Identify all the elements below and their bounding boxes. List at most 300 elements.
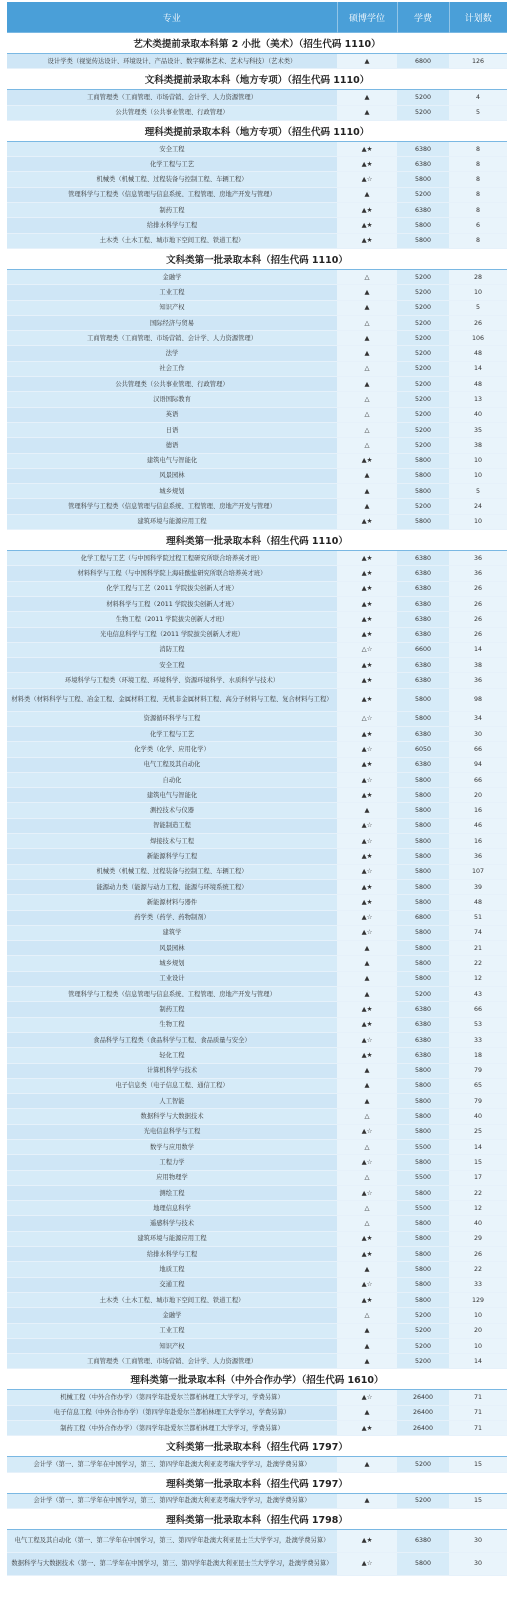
fee-cell: 5200	[397, 105, 449, 120]
major-cell: 地质工程	[7, 1262, 337, 1277]
table-row	[7, 233, 507, 248]
plan-cell: 40	[449, 407, 507, 422]
fee-cell: 5800	[397, 172, 449, 187]
degree-cell: ▲	[337, 1063, 397, 1078]
major-cell: 电气工程及其自动化（第一、第二学年在中国学习，第三、第四学年赴澳大利亚昆士兰大学学习，赴澳学费另算）	[7, 1529, 337, 1552]
fee-cell: 5200	[397, 422, 449, 437]
degree-cell: ▲☆	[337, 834, 397, 849]
degree-cell: ▲★	[337, 157, 397, 172]
table-row	[7, 514, 507, 529]
plan-cell: 51	[449, 910, 507, 925]
fee-cell: 6380	[397, 566, 449, 581]
degree-cell: ▲	[337, 300, 397, 315]
fee-cell: 5800	[397, 772, 449, 787]
major-cell: 食品科学与工程类（食品科学与工程、食品质量与安全）	[7, 1032, 337, 1047]
table-row	[7, 566, 507, 581]
fee-cell: 5800	[397, 1277, 449, 1292]
fee-cell: 5800	[397, 1262, 449, 1277]
table-row	[7, 1262, 507, 1277]
major-cell: 给排水科学与工程	[7, 218, 337, 233]
fee-cell: 5800	[397, 711, 449, 726]
degree-cell: ▲☆	[337, 1155, 397, 1170]
major-cell: 遥感科学与技术	[7, 1216, 337, 1231]
plan-cell: 26	[449, 627, 507, 642]
table-row	[7, 971, 507, 986]
major-cell: 知识产权	[7, 300, 337, 315]
plan-cell: 30	[449, 1529, 507, 1552]
fee-cell: 5800	[397, 1124, 449, 1139]
table-row	[7, 1529, 507, 1552]
admission-plan-table	[7, 2, 507, 1576]
section-header	[7, 1436, 507, 1457]
degree-cell: ▲★	[337, 1002, 397, 1017]
plan-cell: 10	[449, 1308, 507, 1323]
fee-cell: 5500	[397, 1140, 449, 1155]
major-cell: 建筑环境与能源应用工程	[7, 1231, 337, 1246]
section-header	[7, 248, 507, 269]
degree-cell: ▲	[337, 956, 397, 971]
degree-cell: ▲★	[337, 1529, 397, 1552]
degree-cell: ▲★	[337, 627, 397, 642]
plan-cell: 40	[449, 1109, 507, 1124]
plan-cell: 17	[449, 1170, 507, 1185]
table-row	[7, 849, 507, 864]
fee-cell: 6380	[397, 203, 449, 218]
degree-cell: ▲☆	[337, 1277, 397, 1292]
plan-cell: 26	[449, 315, 507, 330]
table-row	[7, 218, 507, 233]
degree-cell: ▲★	[337, 218, 397, 233]
table-row	[7, 956, 507, 971]
table-row	[7, 726, 507, 741]
table-row	[7, 1140, 507, 1155]
plan-cell: 107	[449, 864, 507, 879]
plan-cell: 10	[449, 468, 507, 483]
fee-cell: 5200	[397, 187, 449, 202]
plan-cell: 40	[449, 1216, 507, 1231]
table-row	[7, 157, 507, 172]
table-row	[7, 1421, 507, 1436]
table-row	[7, 90, 507, 105]
degree-cell: ▲★	[337, 879, 397, 894]
fee-cell: 5800	[397, 1094, 449, 1109]
degree-cell: △	[337, 361, 397, 376]
major-cell: 工业设计	[7, 971, 337, 986]
major-cell: 数据科学与大数据技术（第一、第二学年在中国学习，第三、第四学年赴澳大利亚昆士兰大学学习，赴澳学费另算）	[7, 1552, 337, 1575]
table-row	[7, 1292, 507, 1307]
major-cell: 会计学（第一、第二学年在中国学习，第三、第四学年赴澳大利亚麦考瑞大学学习，赴澳学费另算）	[7, 1457, 337, 1472]
table-row	[7, 1078, 507, 1093]
plan-cell: 8	[449, 187, 507, 202]
fee-cell: 26400	[397, 1421, 449, 1436]
degree-cell: ▲	[337, 987, 397, 1002]
degree-cell: ▲★	[337, 757, 397, 772]
section-title: 理科类提前录取本科（地方专项）（招生代码 1110）	[7, 120, 507, 141]
fee-cell: 5800	[397, 1247, 449, 1262]
plan-cell: 12	[449, 971, 507, 986]
major-cell: 环境科学与工程类（环境工程、环境科学、资源环境科学、水质科学与技术）	[7, 673, 337, 688]
header-degree: 硕博学位	[337, 2, 397, 33]
plan-cell: 71	[449, 1421, 507, 1436]
degree-cell: ▲	[337, 1493, 397, 1508]
table-row	[7, 1493, 507, 1508]
plan-cell: 66	[449, 742, 507, 757]
fee-cell: 5800	[397, 688, 449, 711]
header-major: 专业	[7, 2, 337, 33]
table-row	[7, 1002, 507, 1017]
fee-cell: 6380	[397, 757, 449, 772]
plan-cell: 33	[449, 1032, 507, 1047]
major-cell: 德语	[7, 438, 337, 453]
degree-cell: ▲	[337, 1094, 397, 1109]
section-title: 理科类第一批录取本科（招生代码 1110）	[7, 530, 507, 551]
table-row	[7, 54, 507, 69]
fee-cell: 6380	[397, 1002, 449, 1017]
degree-cell: ▲★	[337, 849, 397, 864]
degree-cell: △	[337, 392, 397, 407]
table-row	[7, 1338, 507, 1353]
plan-cell: 48	[449, 346, 507, 361]
degree-cell: ▲★	[337, 1017, 397, 1032]
degree-cell: ▲	[337, 1323, 397, 1338]
plan-cell: 39	[449, 879, 507, 894]
table-body	[7, 33, 507, 1576]
table-row	[7, 925, 507, 940]
fee-cell: 5200	[397, 438, 449, 453]
table-row	[7, 757, 507, 772]
section-title: 文科类第一批录取本科（招生代码 1797）	[7, 1436, 507, 1457]
table-row	[7, 1017, 507, 1032]
degree-cell: ▲	[337, 1338, 397, 1353]
plan-cell: 10	[449, 285, 507, 300]
fee-cell: 5800	[397, 941, 449, 956]
table-row	[7, 596, 507, 611]
table-row	[7, 1457, 507, 1472]
major-cell: 测绘工程	[7, 1185, 337, 1200]
plan-cell: 36	[449, 551, 507, 566]
fee-cell: 5800	[397, 1078, 449, 1093]
major-cell: 金融学	[7, 269, 337, 284]
section-header	[7, 530, 507, 551]
major-cell: 地理信息科学	[7, 1201, 337, 1216]
fee-cell: 5800	[397, 468, 449, 483]
degree-cell: ▲★	[337, 203, 397, 218]
fee-cell: 5800	[397, 514, 449, 529]
fee-cell: 5800	[397, 925, 449, 940]
major-cell: 化学类（化学、应用化学）	[7, 742, 337, 757]
table-row	[7, 1390, 507, 1405]
table-row	[7, 864, 507, 879]
major-cell: 材料类（材料科学与工程、冶金工程、金属材料工程、无机非金属材料工程、高分子材料与工程、复合材料与工程）	[7, 688, 337, 711]
degree-cell: ▲	[337, 1078, 397, 1093]
plan-cell: 14	[449, 1354, 507, 1369]
major-cell: 机械类（机械工程、过程装备与控制工程、车辆工程）	[7, 172, 337, 187]
degree-cell: △	[337, 1109, 397, 1124]
major-cell: 测控技术与仪器	[7, 803, 337, 818]
fee-cell: 5800	[397, 218, 449, 233]
degree-cell: △	[337, 269, 397, 284]
major-cell: 制药工程（中外合作办学）（第四学年赴爱尔兰都柏林理工大学学习，学费另算）	[7, 1421, 337, 1436]
plan-cell: 126	[449, 54, 507, 69]
plan-cell: 71	[449, 1405, 507, 1420]
table-row	[7, 422, 507, 437]
degree-cell: △☆	[337, 642, 397, 657]
plan-cell: 79	[449, 1094, 507, 1109]
table-row	[7, 551, 507, 566]
table-row	[7, 285, 507, 300]
major-cell: 光电信息科学与工程	[7, 1124, 337, 1139]
major-cell: 城乡规划	[7, 956, 337, 971]
major-cell: 工商管理类（工商管理、市场营销、会计学、人力资源管理）	[7, 90, 337, 105]
major-cell: 新能源科学与工程	[7, 849, 337, 864]
fee-cell: 5200	[397, 1323, 449, 1338]
plan-cell: 21	[449, 941, 507, 956]
fee-cell: 5800	[397, 788, 449, 803]
table-row	[7, 315, 507, 330]
major-cell: 建筑电气与智能化	[7, 788, 337, 803]
degree-cell: ▲☆	[337, 864, 397, 879]
fee-cell: 5800	[397, 895, 449, 910]
table-row	[7, 1405, 507, 1420]
table-row	[7, 742, 507, 757]
table-row	[7, 377, 507, 392]
degree-cell: △	[337, 315, 397, 330]
degree-cell: ▲☆	[337, 1390, 397, 1405]
degree-cell: ▲	[337, 346, 397, 361]
table-row	[7, 987, 507, 1002]
fee-cell: 5200	[397, 407, 449, 422]
degree-cell: ▲☆	[337, 172, 397, 187]
table-row	[7, 468, 507, 483]
fee-cell: 5800	[397, 849, 449, 864]
plan-cell: 8	[449, 172, 507, 187]
major-cell: 电气工程及其自动化	[7, 757, 337, 772]
plan-cell: 22	[449, 1262, 507, 1277]
degree-cell: ▲	[337, 468, 397, 483]
plan-cell: 34	[449, 711, 507, 726]
degree-cell: ▲★	[337, 514, 397, 529]
fee-cell: 6380	[397, 1017, 449, 1032]
plan-cell: 36	[449, 849, 507, 864]
major-cell: 建筑环境与能源应用工程	[7, 514, 337, 529]
major-cell: 能源动力类（能源与动力工程、能源与环境系统工程）	[7, 879, 337, 894]
table-row	[7, 1063, 507, 1078]
fee-cell: 5200	[397, 300, 449, 315]
plan-cell: 20	[449, 1323, 507, 1338]
major-cell: 给排水科学与工程	[7, 1247, 337, 1262]
major-cell: 知识产权	[7, 1338, 337, 1353]
fee-cell: 6380	[397, 612, 449, 627]
degree-cell: △	[337, 438, 397, 453]
table-row	[7, 834, 507, 849]
fee-cell: 5200	[397, 285, 449, 300]
plan-cell: 8	[449, 233, 507, 248]
section-title: 理科类第一批录取本科（招生代码 1797）	[7, 1472, 507, 1493]
fee-cell: 5800	[397, 1063, 449, 1078]
degree-cell: ▲	[337, 1354, 397, 1369]
fee-cell: 5800	[397, 1185, 449, 1200]
plan-cell: 36	[449, 566, 507, 581]
degree-cell: ▲	[337, 484, 397, 499]
fee-cell: 5800	[397, 971, 449, 986]
degree-cell: ▲☆	[337, 910, 397, 925]
plan-cell: 14	[449, 642, 507, 657]
major-cell: 生物工程	[7, 1017, 337, 1032]
fee-cell: 5200	[397, 499, 449, 514]
plan-cell: 26	[449, 612, 507, 627]
plan-cell: 4	[449, 90, 507, 105]
major-cell: 化学工程与工艺	[7, 157, 337, 172]
plan-cell: 129	[449, 1292, 507, 1307]
major-cell: 金融学	[7, 1308, 337, 1323]
table-row	[7, 1094, 507, 1109]
degree-cell: ▲★	[337, 788, 397, 803]
plan-cell: 6	[449, 218, 507, 233]
degree-cell: ▲★	[337, 551, 397, 566]
plan-cell: 65	[449, 1078, 507, 1093]
section-header	[7, 69, 507, 90]
fee-cell: 6380	[397, 581, 449, 596]
degree-cell: ▲☆	[337, 1552, 397, 1575]
degree-cell: ▲★	[337, 596, 397, 611]
plan-cell: 22	[449, 956, 507, 971]
major-cell: 光电信息科学与工程（2011 学院拔尖创新人才班）	[7, 627, 337, 642]
fee-cell: 5200	[397, 377, 449, 392]
degree-cell: ▲	[337, 54, 397, 69]
fee-cell: 5800	[397, 1552, 449, 1575]
plan-cell: 29	[449, 1231, 507, 1246]
fee-cell: 6380	[397, 658, 449, 673]
fee-cell: 6050	[397, 742, 449, 757]
fee-cell: 5800	[397, 1216, 449, 1231]
major-cell: 安全工程	[7, 141, 337, 156]
fee-cell: 5800	[397, 864, 449, 879]
table-row	[7, 879, 507, 894]
fee-cell: 5800	[397, 803, 449, 818]
table-row	[7, 105, 507, 120]
table-row	[7, 895, 507, 910]
plan-cell: 13	[449, 392, 507, 407]
fee-cell: 5800	[397, 834, 449, 849]
plan-cell: 98	[449, 688, 507, 711]
table-row	[7, 910, 507, 925]
fee-cell: 5800	[397, 1109, 449, 1124]
major-cell: 制药工程	[7, 203, 337, 218]
fee-cell: 6800	[397, 54, 449, 69]
plan-cell: 14	[449, 361, 507, 376]
plan-cell: 38	[449, 438, 507, 453]
fee-cell: 5200	[397, 1354, 449, 1369]
fee-cell: 5200	[397, 331, 449, 346]
plan-cell: 66	[449, 1002, 507, 1017]
fee-cell: 5800	[397, 453, 449, 468]
fee-cell: 26400	[397, 1405, 449, 1420]
plan-cell: 53	[449, 1017, 507, 1032]
fee-cell: 6380	[397, 1032, 449, 1047]
plan-cell: 8	[449, 203, 507, 218]
fee-cell: 6600	[397, 642, 449, 657]
degree-cell: ▲	[337, 187, 397, 202]
plan-cell: 12	[449, 1201, 507, 1216]
table-row	[7, 453, 507, 468]
section-header	[7, 1472, 507, 1493]
plan-cell: 94	[449, 757, 507, 772]
fee-cell: 5800	[397, 484, 449, 499]
major-cell: 计算机科学与技术	[7, 1063, 337, 1078]
plan-cell: 16	[449, 803, 507, 818]
degree-cell: ▲	[337, 803, 397, 818]
plan-cell: 26	[449, 581, 507, 596]
fee-cell: 6380	[397, 726, 449, 741]
table-row	[7, 818, 507, 833]
major-cell: 社会工作	[7, 361, 337, 376]
table-row	[7, 1170, 507, 1185]
major-cell: 化学工程与工艺（2011 学院拔尖创新人才班）	[7, 581, 337, 596]
degree-cell: ▲	[337, 1457, 397, 1472]
fee-cell: 6800	[397, 910, 449, 925]
major-cell: 工商管理类（工商管理、市场营销、会计学、人力资源管理）	[7, 331, 337, 346]
plan-cell: 10	[449, 453, 507, 468]
plan-cell: 26	[449, 1247, 507, 1262]
plan-cell: 8	[449, 141, 507, 156]
table-row	[7, 642, 507, 657]
major-cell: 安全工程	[7, 658, 337, 673]
degree-cell: ▲★	[337, 673, 397, 688]
degree-cell: ▲★	[337, 233, 397, 248]
degree-cell: ▲	[337, 1405, 397, 1420]
plan-cell: 20	[449, 788, 507, 803]
table-row	[7, 331, 507, 346]
plan-cell: 35	[449, 422, 507, 437]
table-row	[7, 658, 507, 673]
plan-cell: 14	[449, 1140, 507, 1155]
degree-cell: ▲☆	[337, 818, 397, 833]
major-cell: 建筑电气与智能化	[7, 453, 337, 468]
fee-cell: 6380	[397, 673, 449, 688]
plan-cell: 8	[449, 157, 507, 172]
fee-cell: 5200	[397, 346, 449, 361]
plan-cell: 30	[449, 726, 507, 741]
table-row	[7, 1048, 507, 1063]
major-cell: 公共管理类（公共事业管理、行政管理）	[7, 377, 337, 392]
major-cell: 应用物理学	[7, 1170, 337, 1185]
table-row	[7, 1277, 507, 1292]
fee-cell: 5800	[397, 956, 449, 971]
major-cell: 土木类（土木工程、城市地下空间工程、铁道工程）	[7, 233, 337, 248]
degree-cell: ▲☆	[337, 1185, 397, 1200]
major-cell: 药学类（药学、药物制剂）	[7, 910, 337, 925]
major-cell: 设计学类（视觉传达设计、环境设计、产品设计、数字媒体艺术、艺术与科技）（艺术类）	[7, 54, 337, 69]
degree-cell: ▲★	[337, 658, 397, 673]
table-row	[7, 1109, 507, 1124]
table-row	[7, 803, 507, 818]
major-cell: 汉语国际教育	[7, 392, 337, 407]
major-cell: 资源循环科学与工程	[7, 711, 337, 726]
major-cell: 法学	[7, 346, 337, 361]
admission-plan-document	[7, 2, 507, 1576]
major-cell: 国际经济与贸易	[7, 315, 337, 330]
plan-cell: 24	[449, 499, 507, 514]
degree-cell: △☆	[337, 711, 397, 726]
major-cell: 智能制造工程	[7, 818, 337, 833]
table-row	[7, 627, 507, 642]
major-cell: 电子信息工程（中外合作办学）（第四学年赴爱尔兰都柏林理工大学学习，学费另算）	[7, 1405, 337, 1420]
table-row	[7, 1216, 507, 1231]
section-header	[7, 1508, 507, 1529]
fee-cell: 5200	[397, 315, 449, 330]
table-row	[7, 1032, 507, 1047]
degree-cell: △	[337, 407, 397, 422]
